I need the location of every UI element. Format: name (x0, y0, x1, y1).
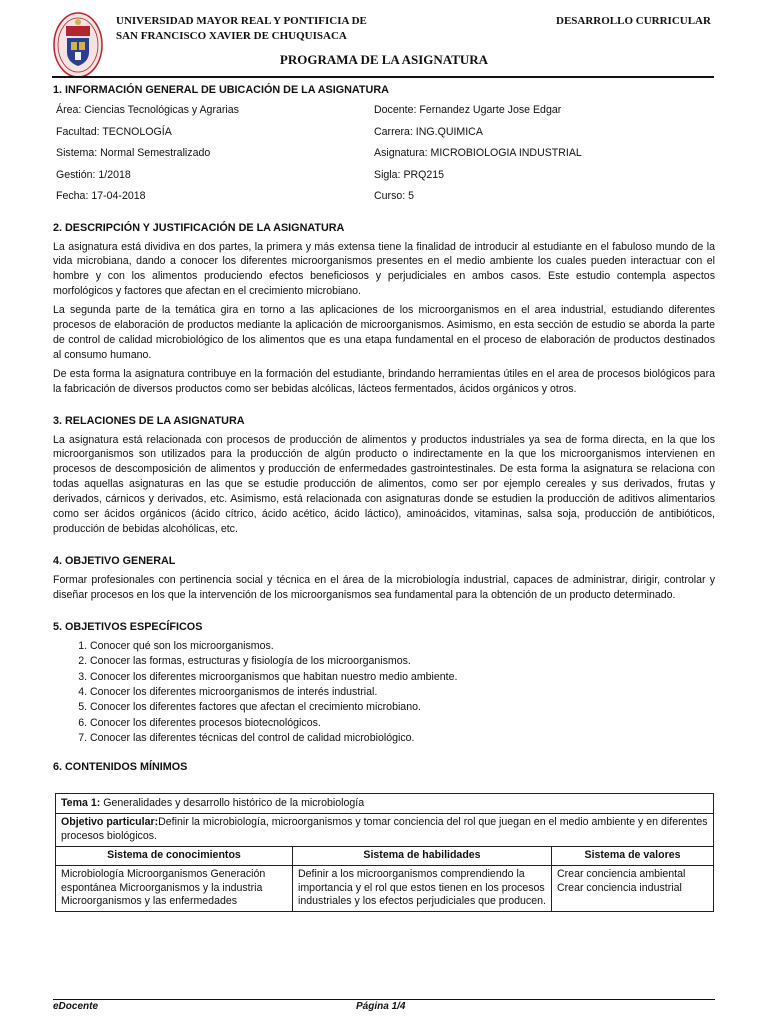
list-item: 3. Conocer los diferentes microorganismos que habitan nuestro medio ambiente. (90, 670, 715, 685)
program-title: PROGRAMA DE LA ASIGNATURA (279, 52, 489, 67)
valores-item: Crear conciencia industrial (557, 881, 682, 894)
objetivo-cell (56, 814, 714, 847)
section-4-paragraph: Formar profesionales con pertinencia social y técnica en el área de la microbiología industrial, capaces de administrar, dirigir, controlar y diseñar procesos en los que la intervención de los microorganismos sea fundamental para la obtención de un producto determinado. (53, 573, 715, 601)
info-area: Área: Ciencias Tecnológicas y Agrarias (56, 104, 239, 116)
table-header-row (56, 846, 714, 865)
list-item: 2. Conocer las formas, estructuras y fisiología de los microorganismos. (90, 654, 715, 669)
conocimientos-cell: Microbiología Microorganismos Generación espontánea Microorganismos y la industria Microorganismos y las enfermedades (56, 865, 293, 911)
department-label: DESARROLLO CURRICULAR (556, 15, 711, 27)
table-row (56, 793, 714, 814)
tema-label: Tema 1: (61, 796, 101, 809)
info-asignatura: Asignatura: MICROBIOLOGIA INDUSTRIAL (374, 147, 582, 159)
list-item: 5. Conocer los diferentes factores que afectan el crecimiento microbiano. (90, 700, 715, 715)
info-curso: Curso: 5 (374, 190, 415, 202)
list-item: 7. Conocer las diferentes técnicas del control de calidad microbiológico. (90, 731, 715, 746)
page-number: Página 1/4 (356, 1001, 406, 1012)
objetivo-text: Definir la microbiología, microorganismos y tomar conciencia del rol que juegan en el medio ambiente y en diferentes procesos biológicos. (61, 816, 708, 843)
university-name-line-1: UNIVERSIDAD MAYOR REAL Y PONTIFICIA DE (116, 15, 367, 27)
info-carrera: Carrera: ING.QUIMICA (374, 125, 483, 138)
document-header (0, 0, 768, 82)
tema-text: Generalidades y desarrollo histórico de la microbiología (103, 796, 365, 809)
university-seal-logo (53, 12, 103, 78)
specific-objectives-list (53, 639, 715, 747)
list-item: 6. Conocer los diferentes procesos biotecnológicos. (90, 716, 715, 731)
section-6-title: 6. CONTENIDOS MÍNIMOS (53, 760, 188, 773)
table-row (56, 814, 714, 847)
objetivo-label: Objetivo particular: (61, 816, 159, 829)
info-facultad: Facultad: TECNOLOGÍA (56, 125, 172, 138)
column-header-habilidades: Sistema de habilidades (293, 846, 552, 865)
info-sigla: Sigla: PRQ215 (374, 168, 445, 181)
university-name-line-2: SAN FRANCISCO XAVIER DE CHUQUISACA (116, 30, 347, 42)
habilidades-cell: Definir a los microorganismos comprendiendo la importancia y el rol que estos tienen en los procesos industriales y los efectos perjudiciales que producen. (293, 865, 552, 911)
column-header-conocimientos: Sistema de conocimientos (56, 846, 293, 865)
section-2-paragraph-1: La asignatura está dividiva en dos partes, la primera y más extensa tiene la finalidad de introducir al estudiante en el fabuloso mundo de la vida microbiana, dando a conocer los diferentes microorganismos presentes en el medio ambiente los cuales pueden interactuar con el hombre y con los alimentos produciendo efectos beneficiosos y perjudiciales en ambos casos. Este estudio contempla aspectos morfológicos y factores que afectan en el crecimiento microbiano. (53, 240, 715, 298)
table-row (56, 865, 714, 911)
section-2-title: 2. DESCRIPCIÓN Y JUSTIFICACIÓN DE LA ASIGNATURA (53, 221, 345, 234)
valores-cell (552, 865, 714, 911)
section-4-title: 4. OBJETIVO GENERAL (53, 554, 176, 567)
section-1-title: 1. INFORMACIÓN GENERAL DE UBICACIÓN DE LA ASIGNATURA (53, 84, 389, 96)
info-sistema: Sistema: Normal Semestralizado (56, 147, 211, 159)
tema-cell (56, 793, 714, 814)
column-header-valores: Sistema de valores (552, 846, 714, 865)
info-docente: Docente: Fernandez Ugarte Jose Edgar (374, 104, 562, 116)
header-divider (52, 76, 714, 78)
info-fecha: Fecha: 17-04-2018 (56, 190, 146, 202)
footer-brand: eDocente (53, 1001, 99, 1012)
general-info-grid (53, 100, 715, 208)
section-3-paragraph: La asignatura está relacionada con procesos de producción de alimentos y productos industriales ya sea de forma directa, en la que los microorganismos son utilizados para la producción de algún producto o indirectamente en la que los microorganismos intervienen en procesos de descomposición de alimentos y producción de enfermedades gastrointestinales. De esta forma la asignatura se relaciona con todas aquellas asignaturas en las que se estudie producción de alimentos, como ser por ejemplo cereales y sus derivados, frutas y derivados, cárnicos y derivados, etc. Asimismo, está relacionada con asignaturas donde se estudien la producción de aditivos alimentarios como ser ácidos orgánicos (ácido cítrico, ácido acético, ácido láctico), aminoácidos, vitaminas, salsa soja, producción de antibióticos, producción de bebidas alcohólicas, etc. (53, 433, 715, 535)
info-gestion: Gestión: 1/2018 (56, 168, 131, 181)
list-item: 4. Conocer los diferentes microorganismos de interés industrial. (90, 685, 715, 700)
list-item: 1. Conocer qué son los microorganismos. (90, 639, 715, 654)
footer-divider (53, 999, 715, 1000)
document-body (53, 84, 715, 912)
section-3-title: 3. RELACIONES DE LA ASIGNATURA (53, 414, 245, 427)
section-5-title: 5. OBJETIVOS ESPECÍFICOS (53, 620, 203, 633)
section-2-paragraph-2: La segunda parte de la temática gira en torno a las aplicaciones de los microorganismos en el area industrial, estudiando diferentes procesos de elaboración de productos mediante la aplicación de microorganismos. Asimismo, en esta sección de estudio se aborda la parte de control de calidad microbiológico de los alimentos que es una etapa fundamental en el proceso de elaboración de productos destinados al consumo humano. (53, 304, 715, 361)
section-2-paragraph-3: De esta forma la asignatura contribuye en la formación del estudiante, brindando herramientas útiles en el area de procesos biológicos para la fabricación de diversos productos como ser bebidas alcólicas, lácteos fermentados, ácidos orgánicos y otros. (53, 367, 715, 395)
contents-table (55, 793, 714, 913)
valores-item: Crear conciencia ambiental (557, 867, 686, 880)
page-footer (53, 999, 715, 1013)
